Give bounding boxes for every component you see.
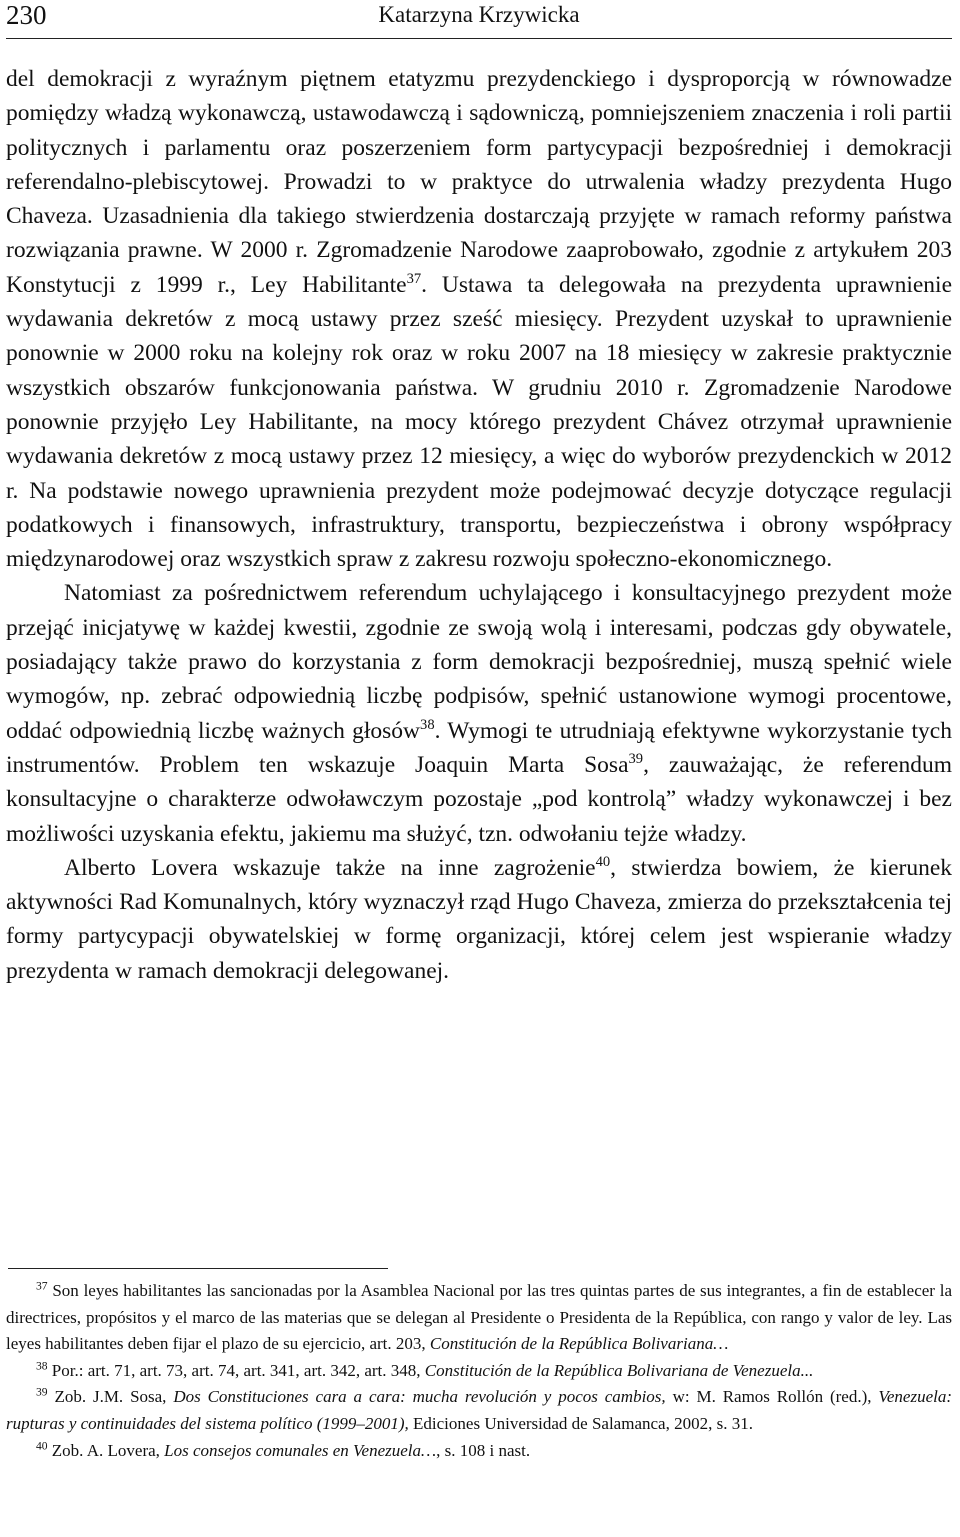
page-number: 230: [6, 0, 47, 30]
paragraph-1-text-b: . Ustawa ta delegowała na prezydenta uprawnienie wydawania dekretów z mocą ustawy przez sześć miesięcy. Prezydent uzyskał to uprawnienie ponownie w 2000 roku na kolejny rok oraz w roku 2007 na 18 miesięcy w zakresie praktycznie wszystkich obszarów funkcjonowania państwa. W grudniu 2010 r. Zgromadzenie Narodowe ponownie przyjęło Ley Habilitante, na mocy którego prezydent Chávez otrzymał uprawnienie wydawania dekretów z mocą ustawy przez 12 miesięcy, a więc do wyborów prezydenckich w 2012 r. Na podstawie nowego uprawnienia prezydent może podejmować decyzje dotyczące regulacji podatkowych i finansowych, infrastruktury, transportu, bezpieczeństwa i obrony współpracy międzynarodowej oraz wszystkich spraw z zakresu rozwoju społeczno-ekonomicznego.: [6, 271, 952, 573]
paragraph-3: [6, 851, 952, 988]
footnote-number-40: 40: [36, 1438, 48, 1452]
paragraph-1: [6, 62, 952, 576]
footnotes: [6, 1278, 952, 1464]
page-header: [6, 0, 952, 39]
footnote-40-text-a: Zob. A. Lovera,: [51, 1440, 165, 1460]
footnote-38-title: Constitución de la República Bolivariana de Venezuela...: [424, 1360, 814, 1380]
footnote-number-38: 38: [36, 1359, 48, 1373]
footnote-separator: [8, 1268, 388, 1269]
footnote-number-37: 37: [36, 1279, 48, 1293]
footnote-39-text-a: Zob. J.M. Sosa,: [54, 1387, 174, 1407]
running-head-author: Katarzyna Krzywicka: [378, 2, 580, 27]
paragraph-2-text-c: , zauważając, że referendum konsultacyjne o charakterze odwoławczym pozostaje „pod kontrolą” władzy wykonawczej i bez możliwości uzyskania efektu, jakiemu ma służyć, tzn. odwołaniu tejże władzy.: [6, 751, 952, 847]
footnote-37: [6, 1278, 952, 1358]
footnote-40-title: Los consejos comunales en Venezuela…: [164, 1440, 437, 1460]
footnote-ref-37[interactable]: 37: [406, 270, 422, 287]
paragraph-2-text-b: . Wymogi te utrudniają efektywne wykorzystanie tych instrumentów. Problem ten wskazuje Joaquin Marta Sosa: [6, 717, 952, 778]
footnote-39-title-b: Venezuela: rupturas y continuidades del sistema político (1999–2001),: [6, 1387, 953, 1433]
paragraph-3-text-a: Alberto Lovera wskazuje także na inne zagrożenie: [64, 854, 596, 881]
footnote-38: [6, 1358, 952, 1385]
footnote-ref-40[interactable]: 40: [595, 854, 611, 870]
footnote-40-text-b: , s. 108 i nast.: [436, 1440, 531, 1460]
footnote-37-title: Constitución de la República Bolivariana…: [429, 1334, 729, 1354]
footnote-ref-38[interactable]: 38: [420, 716, 435, 733]
footnote-39: [6, 1384, 952, 1437]
paragraph-2: [6, 576, 952, 850]
paragraph-3-text-b: , stwierdza bowiem, że kierunek aktywności Rad Komunalnych, który wyznaczył rząd Hugo Chaveza, zmierza do przekształcenia tej formy partycypacji obywatelskiej w formę organizacji, której celem jest wspieranie władzy prezydenta w ramach demokracji delegowanej.: [6, 854, 952, 984]
footnote-ref-39[interactable]: 39: [628, 751, 644, 768]
paragraph-1-text-a: del demokracji z wyraźnym piętnem etatyzmu prezydenckiego i dysproporcją w równowadze pomiędzy władzą wykonawczą, ustawodawczą i sądowniczą, pomniejszeniem znaczenia i roli partii politycznych i parlamentu oraz poszerzeniem form partycypacji bezpośredniej i demokracji referendalno-plebiscytowej. Prowadzi to w praktyce do utrwalenia władzy prezydenta Hugo Chaveza. Uzasadnienia dla takiego stwierdzenia dostarczają przyjęte w ramach reformy państwa rozwiązania prawne. W 2000 r. Zgromadzenie Narodowe zaaprobowało, zgodnie z artykułem 203 Konstytucji z 1999 r., Ley Habilitante: [6, 66, 952, 298]
footnote-39-text-b: w: M. Ramos Rollón (red.),: [665, 1387, 879, 1407]
paragraph-2-text-a: Natomiast za pośrednictwem referendum uchylającego i konsultacyjnego prezydent może przejąć inicjatywę w każdej kwestii, zgodnie ze swoją wolą i interesami, podczas gdy obywatele, posiadający także prawo do korzystania z form demokracji bezpośredniej, muszą spełnić wiele wymogów, np. zebrać odpowiednią liczbę podpisów, spełnić ustanowione wymogi procentowe, oddać odpowiednią liczbę ważnych głosów: [6, 580, 952, 744]
main-text: [6, 62, 952, 988]
footnote-39-title-a: Dos Constituciones cara a cara: mucha revolución y pocos cambios,: [173, 1387, 666, 1407]
footnote-number-39: 39: [36, 1385, 48, 1399]
footnote-40: [6, 1438, 952, 1465]
footnote-37-text: Son leyes habilitantes las sancionadas por la Asamblea Nacional por las tres quintas partes de sus integrantes, a fin de establecer la directrices, propósitos y el marco de las materias que se delegan al Presidente o Presidenta de la República, con rango y valor de ley. Las leyes habilitantes deben fijar el plazo de su ejercicio, art. 203,: [6, 1281, 953, 1354]
footnote-38-text: Por.: art. 71, art. 73, art. 74, art. 341, art. 342, art. 348,: [51, 1360, 425, 1380]
footnote-39-text-c: Ediciones Universidad de Salamanca, 2002, s. 31.: [408, 1413, 753, 1433]
